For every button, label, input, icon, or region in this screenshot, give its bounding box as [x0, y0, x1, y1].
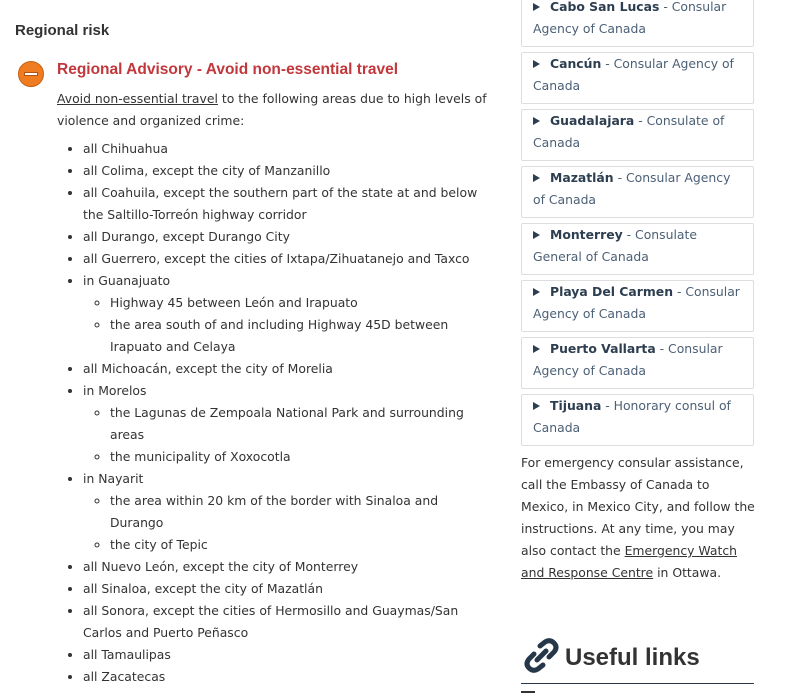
offices-list — [521, 0, 754, 451]
expand-triangle-icon — [533, 117, 540, 125]
area-text: all Tamaulipas — [83, 647, 171, 662]
advisory-intro — [57, 88, 487, 132]
sub-area-item: ◦ the Lagunas de Zempoala National Park and surrounding areas — [110, 402, 493, 446]
area-item — [83, 182, 493, 226]
office-type: - Honorary consul of Canada — [533, 398, 731, 435]
area-item — [83, 160, 493, 182]
area-text: all Durango, except Durango City — [83, 229, 290, 244]
office-type: - Consular Agency of Canada — [533, 170, 731, 207]
area-item — [83, 644, 493, 666]
minus-circle-icon — [18, 61, 44, 87]
area-item — [83, 248, 493, 270]
area-item — [83, 138, 493, 160]
avoid-non-essential-travel-link[interactable]: Avoid non-essential travel — [57, 91, 218, 106]
area-item — [83, 600, 493, 644]
area-text: all Chihuahua — [83, 141, 168, 156]
office-city: Cabo San Lucas — [550, 0, 660, 14]
office-expander[interactable] — [521, 52, 754, 104]
office-city: Tijuana — [550, 398, 602, 413]
useful-links-header — [521, 636, 754, 684]
area-text: all Guerrero, except the cities of Ixtapa/Zihuatanejo and Taxco — [83, 251, 470, 266]
list-bullet-stub — [521, 691, 535, 693]
area-item — [83, 666, 493, 688]
emergency-text-end: in Ottawa. — [653, 565, 722, 580]
office-city: Mazatlán — [550, 170, 614, 185]
sub-area-list — [83, 490, 493, 556]
office-type: - Consulate General of Canada — [533, 227, 697, 264]
expand-triangle-icon — [533, 60, 540, 68]
office-expander[interactable] — [521, 223, 754, 275]
office-city: Cancún — [550, 56, 602, 71]
office-city: Guadalajara — [550, 113, 635, 128]
office-expander[interactable] — [521, 0, 754, 47]
office-type: - Consular Agency of Canada — [533, 341, 723, 378]
expand-triangle-icon — [533, 231, 540, 239]
areas-list — [57, 138, 493, 688]
expand-triangle-icon — [533, 288, 540, 296]
area-text: all Coahuila, except the southern part of the state at and below the Saltillo-Torreón highway corridor — [83, 185, 478, 222]
advisory-title: Regional Advisory - Avoid non-essential travel — [57, 61, 399, 78]
area-item — [83, 358, 493, 380]
office-type: - Consular Agency of Canada — [533, 284, 740, 321]
area-text: all Colima, except the city of Manzanillo — [83, 163, 331, 178]
sub-area-list — [83, 402, 493, 468]
area-text: all Sonora, except the cities of Hermosillo and Guaymas/San Carlos and Puerto Peñasco — [83, 603, 459, 640]
intro-text: to the following areas due to high levels of violence and organized crime: — [57, 91, 487, 128]
area-text: all Zacatecas — [83, 669, 166, 684]
office-city: Puerto Vallarta — [550, 341, 656, 356]
area-item — [83, 270, 493, 358]
link-icon — [523, 638, 561, 674]
sub-area-item: ◦ the area south of and including Highway 45D between Irapuato and Celaya — [110, 314, 493, 358]
office-expander[interactable] — [521, 337, 754, 389]
sub-area-item: ◦ the area within 20 km of the border with Sinaloa and Durango — [110, 490, 493, 534]
sub-area-item: ◦ the city of Tepic — [110, 534, 493, 556]
area-item — [83, 578, 493, 600]
section-heading: Regional risk — [15, 22, 110, 39]
expand-triangle-icon — [533, 345, 540, 353]
office-expander[interactable] — [521, 166, 754, 218]
emergency-info — [521, 452, 756, 584]
area-text: in Guanajuato — [83, 273, 171, 288]
area-item — [83, 468, 493, 556]
area-text: in Nayarit — [83, 471, 144, 486]
area-text: all Michoacán, except the city of Morelia — [83, 361, 333, 376]
office-expander[interactable] — [521, 109, 754, 161]
expand-triangle-icon — [533, 3, 540, 11]
useful-links-heading: Useful links — [565, 644, 700, 671]
office-expander[interactable] — [521, 280, 754, 332]
office-type: - Consular Agency of Canada — [533, 56, 734, 93]
office-type: - Consular Agency of Canada — [533, 0, 727, 36]
area-item — [83, 556, 493, 578]
area-text: all Sinaloa, except the city of Mazatlán — [83, 581, 323, 596]
expand-triangle-icon — [533, 402, 540, 410]
sub-area-item: ◦ the municipality of Xoxocotla — [110, 446, 493, 468]
office-city: Playa Del Carmen — [550, 284, 674, 299]
area-item — [83, 226, 493, 248]
area-text: all Nuevo León, except the city of Monterrey — [83, 559, 359, 574]
sub-area-item: ◦ Highway 45 between León and Irapuato — [110, 292, 493, 314]
emergency-text: For emergency consular assistance, call the Embassy of Canada to Mexico, in Mexico City, and follow the instructions. At any time, you may also contact the — [521, 455, 755, 558]
office-type: - Consulate of Canada — [533, 113, 725, 150]
area-item — [83, 380, 493, 468]
sub-area-list — [83, 292, 493, 358]
expand-triangle-icon — [533, 174, 540, 182]
office-city: Monterrey — [550, 227, 623, 242]
emergency-watch-link[interactable]: Emergency Watch and Response Centre — [521, 543, 737, 580]
office-expander[interactable] — [521, 394, 754, 446]
area-text: in Morelos — [83, 383, 147, 398]
